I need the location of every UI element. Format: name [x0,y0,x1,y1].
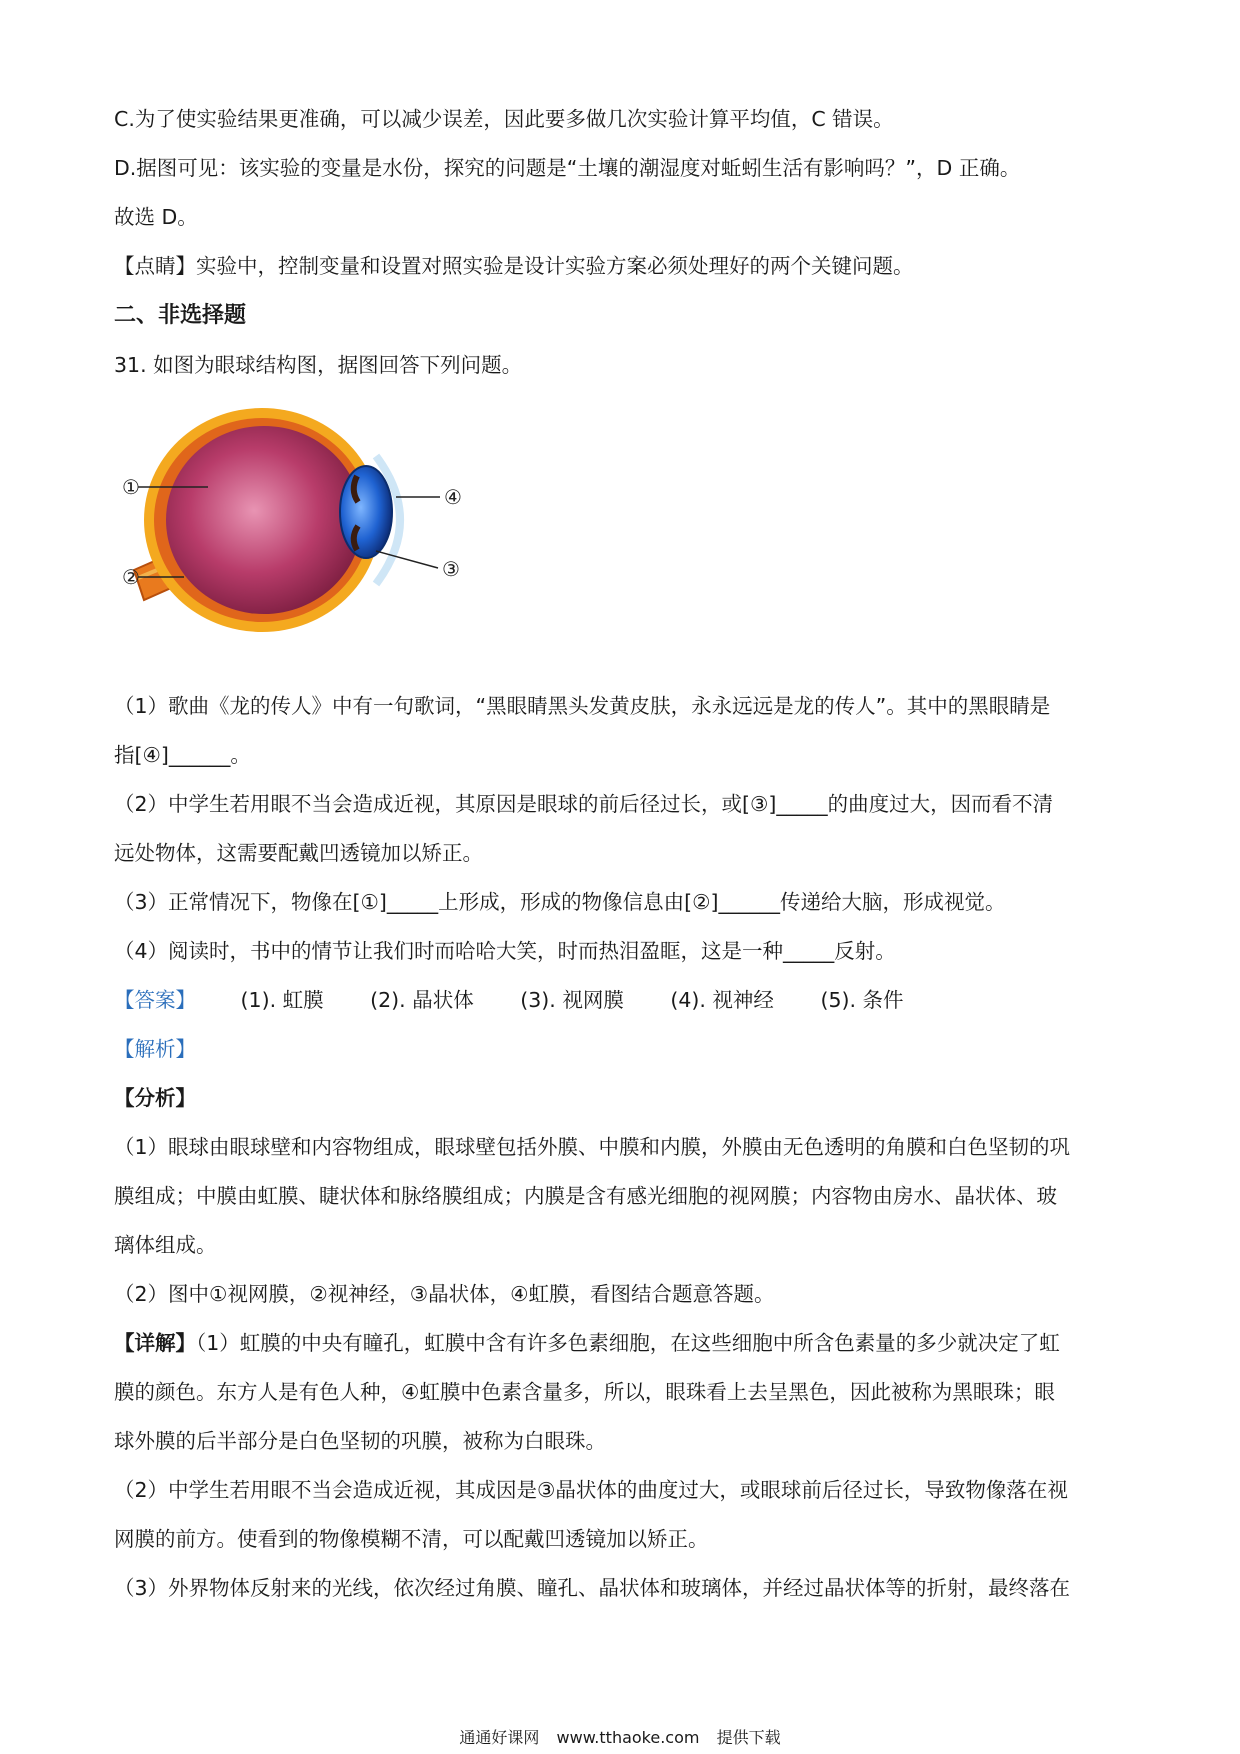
option-d-text: D.据图可见：该实验的变量是水份，探究的问题是“土壤的潮湿度对蚯蚓生活有影响吗？”，D 正确。 [114,156,1021,180]
question-stem: 31. 如图为眼球结构图，据图回答下列问题。 [114,353,523,377]
detail-d2-line2: 网膜的前方。使看到的物像模糊不清，可以配戴凹透镜加以矫正。 [114,1527,709,1551]
answer-label: 【答案】 [114,988,196,1012]
label-4: ④ [444,485,462,509]
page-footer [0,1728,1240,1748]
label-3: ③ [442,557,460,581]
q4-text: （4）阅读时，书中的情节让我们时而哈哈大笑，时而热泪盈眶，这是一种_____反射。 [114,939,896,963]
answer-item-2: (2). 晶状体 [370,988,474,1012]
label-2: ② [122,565,140,589]
tip-text: 【点睛】实验中，控制变量和设置对照实验是设计实验方案必须处理好的两个关键问题。 [114,254,914,278]
q1-line1: （1）歌曲《龙的传人》中有一句歌词，“黑眼睛黑头发黄皮肤，永永远远是龙的传人”。其中的黑眼睛是 [114,694,1051,718]
q2-line2: 远处物体，这需要配戴凹透镜加以矫正。 [114,841,483,865]
eye-structure-diagram [114,398,484,658]
detail-d1-line3: 球外膜的后半部分是白色坚韧的巩膜，被称为白眼珠。 [114,1429,606,1453]
answer-item-1: (1). 虹膜 [240,988,324,1012]
q2-line1: （2）中学生若用眼不当会造成近视，其原因是眼球的前后径过长，或[③]_____的曲度过大，因而看不清 [114,792,1054,816]
detail-d1-line1: （1）虹膜的中央有瞳孔，虹膜中含有许多色素细胞，在这些细胞中所含色素量的多少就决定了虹 [196,1331,1060,1355]
q1-line2: 指[④]______。 [114,743,251,767]
detail-line1 [114,1328,1130,1358]
label-1: ① [122,475,140,499]
choose-text: 故选 D。 [114,205,198,229]
analysis-sub-label: 【分析】 [114,1086,196,1110]
footer-site-name: 通通好课网 [459,1728,540,1747]
answer-line [114,985,1130,1015]
option-c-text: C.为了使实验结果更准确，可以减少误差，因此要多做几次实验计算平均值，C 错误。 [114,107,894,131]
detail-d2-line1: （2）中学生若用眼不当会造成近视，其成因是③晶状体的曲度过大，或眼球前后径过长，导致物像落在视 [114,1478,1068,1502]
detail-d1-line2: 膜的颜色。东方人是有色人种，④虹膜中色素含量多，所以，眼珠看上去呈黑色，因此被称为黑眼珠；眼 [114,1380,1055,1404]
analysis-p1-line3: 璃体组成。 [114,1233,217,1257]
q3-text: （3）正常情况下，物像在[①]_____上形成，形成的物像信息由[②]______传递给大脑，形成视觉。 [114,890,1006,914]
analysis-p1-line1: （1）眼球由眼球壁和内容物组成，眼球壁包括外膜、中膜和内膜，外膜由无色透明的角膜和白色坚韧的巩 [114,1135,1071,1159]
footer-action: 提供下载 [716,1728,781,1747]
answer-item-5: (5). 条件 [820,988,904,1012]
footer-url[interactable]: www.tthaoke.com [556,1728,700,1747]
answer-item-4: (4). 视神经 [670,988,774,1012]
section-title: 二、非选择题 [114,303,247,328]
detail-label: 【详解】 [114,1331,196,1355]
detail-d3-line1: （3）外界物体反射来的光线，依次经过角膜、瞳孔、晶状体和玻璃体，并经过晶状体等的折射，最终落在 [114,1576,1071,1600]
analysis-p1-line2: 膜组成；中膜由虹膜、睫状体和脉络膜组成；内膜是含有感光细胞的视网膜；内容物由房水、晶状体、玻 [114,1184,1057,1208]
analysis-p2: （2）图中①视网膜，②视神经，③晶状体，④虹膜，看图结合题意答题。 [114,1282,775,1306]
analysis-label: 【解析】 [114,1037,196,1061]
answer-item-3: (3). 视网膜 [520,988,624,1012]
